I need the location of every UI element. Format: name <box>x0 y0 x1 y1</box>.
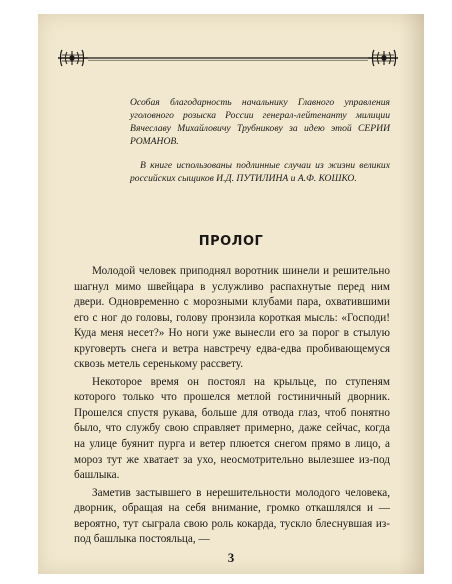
dedication-block <box>130 96 390 186</box>
body-paragraph: Молодой человек приподнял воротник шинели и решительно шагнул мимо швейцара в услужливо распахнутые перед ним двери. Одновременно с морозными клубами пара, охватившими его с ног до головы, голову пронзила короткая мысль: «Господи! Куда меня несет?» Но ноги уже вынесли его за порог в стылую круговерть снега и ветра навстречу едва-едва пробивающемуся сквозь метель серенькому рассвету. <box>74 265 390 371</box>
body-paragraph: Некоторое время он постоял на крыльце, по ступеням которого только что прошелся метлой гостиничный дворник. Прошелся спустя рукава, больше для отвода глаз, чтоб понятно было, что службу свою справляет примерно, даже сейчас, когда на улице буянит пурга и ветер плюется снегом прямо в лицо, а мороз тут же хватает за ухо, неосмотрительно вылезшее из-под башлыка. <box>74 375 390 482</box>
chapter-title: ПРОЛОГ <box>198 234 264 249</box>
dedication-paragraph: Особая благодарность начальнику Главного управления уголовного розыска России генерал-лейтенанту милиции Вячеславу Михайловичу Трубникову за идею этой СЕРИИ РОМАНОВ. <box>130 97 390 148</box>
body-paragraph: Заметив застывшего в нерешительности молодого человека, дворник, обращая на себя внимание, громко откашлялся и — вероятно, тут сыграла свою роль кокарда, тускло блеснувшая из-под башлыка постояльца, — <box>74 486 390 546</box>
body-text <box>74 264 390 550</box>
left-ornament-icon <box>58 50 88 66</box>
book-page <box>38 14 424 574</box>
right-ornament-icon <box>368 50 398 66</box>
header-ornament-rule <box>58 47 398 69</box>
dedication-paragraph: В книге использованы подлинные случаи из жизни великих российских сыщиков И.Д. ПУТИЛИНА и А.Ф. КОШКО. <box>130 160 390 185</box>
page-number: 3 <box>227 550 235 565</box>
